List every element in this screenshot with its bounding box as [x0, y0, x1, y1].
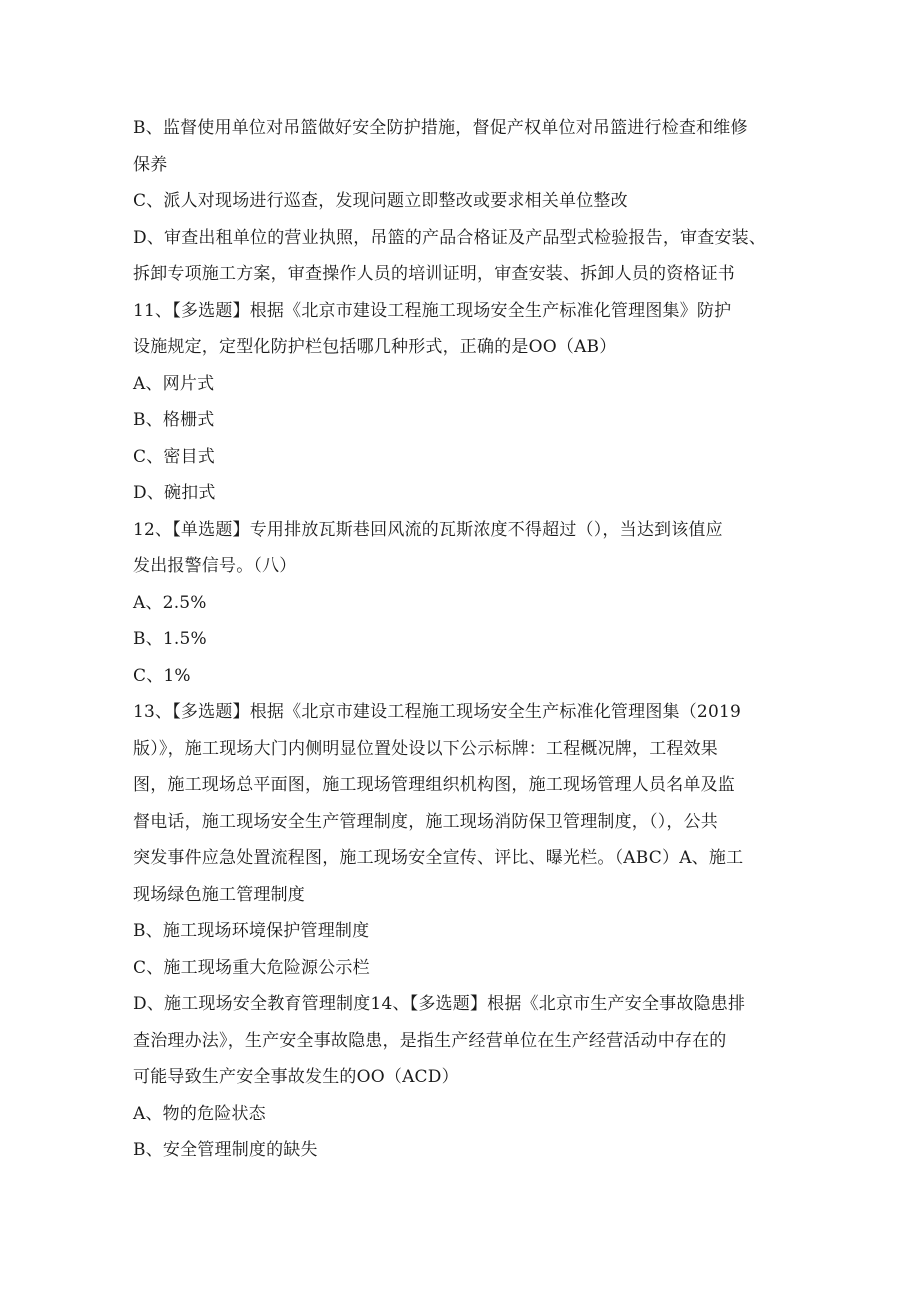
option-line: C、施工现场重大危险源公示栏 — [133, 957, 370, 978]
option-line: B、格栅式 — [133, 410, 215, 430]
question-heading: 11、【多选题】根据《北京市建设工程施工现场安全生产标准化管理图集》防护 — [133, 300, 732, 321]
text-line: 图，施工现场总平面图，施工现场管理组织机构图，施工现场管理人员名单及监 — [133, 775, 735, 795]
option-line: D、施工现场安全教育管理制度14、【多选题】根据《北京市生产安全事故隐患排 — [133, 994, 746, 1014]
question-heading: 13、【多选题】根据《北京市建设工程施工现场安全生产标准化管理图集（2019 — [133, 702, 741, 722]
text-line: 设施规定，定型化防护栏包括哪几种形式，正确的是OO（AB） — [133, 337, 617, 357]
text-line: 查治理办法》，生产安全事故隐患，是指生产经营单位在生产经营活动中存在的 — [133, 1030, 727, 1051]
text-line: 拆卸专项施工方案，审查操作人员的培训证明，审查安装、拆卸人员的资格证书 — [133, 264, 735, 284]
document-page — [133, 110, 793, 1169]
text-line: 突发事件应急处置流程图，施工现场安全宣传、评比、曝光栏。（ABC）A、施工 — [133, 848, 744, 868]
text-line: 保养 — [133, 154, 168, 175]
option-line: A、网片式 — [133, 373, 215, 394]
option-line: B、施工现场环境保护管理制度 — [133, 921, 370, 941]
question-heading: 12、【单选题】专用排放瓦斯巷回风流的瓦斯浓度不得超过（），当达到该值应 — [133, 519, 723, 540]
text-line: 可能导致生产安全事故发生的OO（ACD） — [133, 1067, 459, 1087]
text-line: 现场绿色施工管理制度 — [133, 884, 305, 905]
text-line: 版）》，施工现场大门内侧明显位置处设以下公示标牌：工程概况牌，工程效果 — [133, 738, 718, 759]
option-line: A、2.5% — [133, 592, 207, 613]
option-line: C、1% — [133, 665, 191, 686]
text-line: C、派人对现场进行巡查，发现问题立即整改或要求相关单位整改 — [133, 191, 628, 211]
option-line: A、物的危险状态 — [133, 1103, 266, 1124]
option-line: D、碗扣式 — [133, 483, 216, 503]
option-line: C、密目式 — [133, 446, 216, 467]
text-line: B、监督使用单位对吊篮做好安全防护措施，督促产权单位对吊篮进行检查和维修 — [133, 118, 748, 138]
text-line: 发出报警信号。（八） — [133, 556, 297, 576]
text-line: 督电话，施工现场安全生产管理制度，施工现场消防保卫管理制度，（），公共 — [133, 811, 718, 832]
option-line: B、安全管理制度的缺失 — [133, 1140, 318, 1160]
option-line: B、1.5% — [133, 629, 207, 649]
text-line: D、审查出租单位的营业执照，吊篮的产品合格证及产品型式检验报告，审查安装、 — [133, 227, 767, 248]
